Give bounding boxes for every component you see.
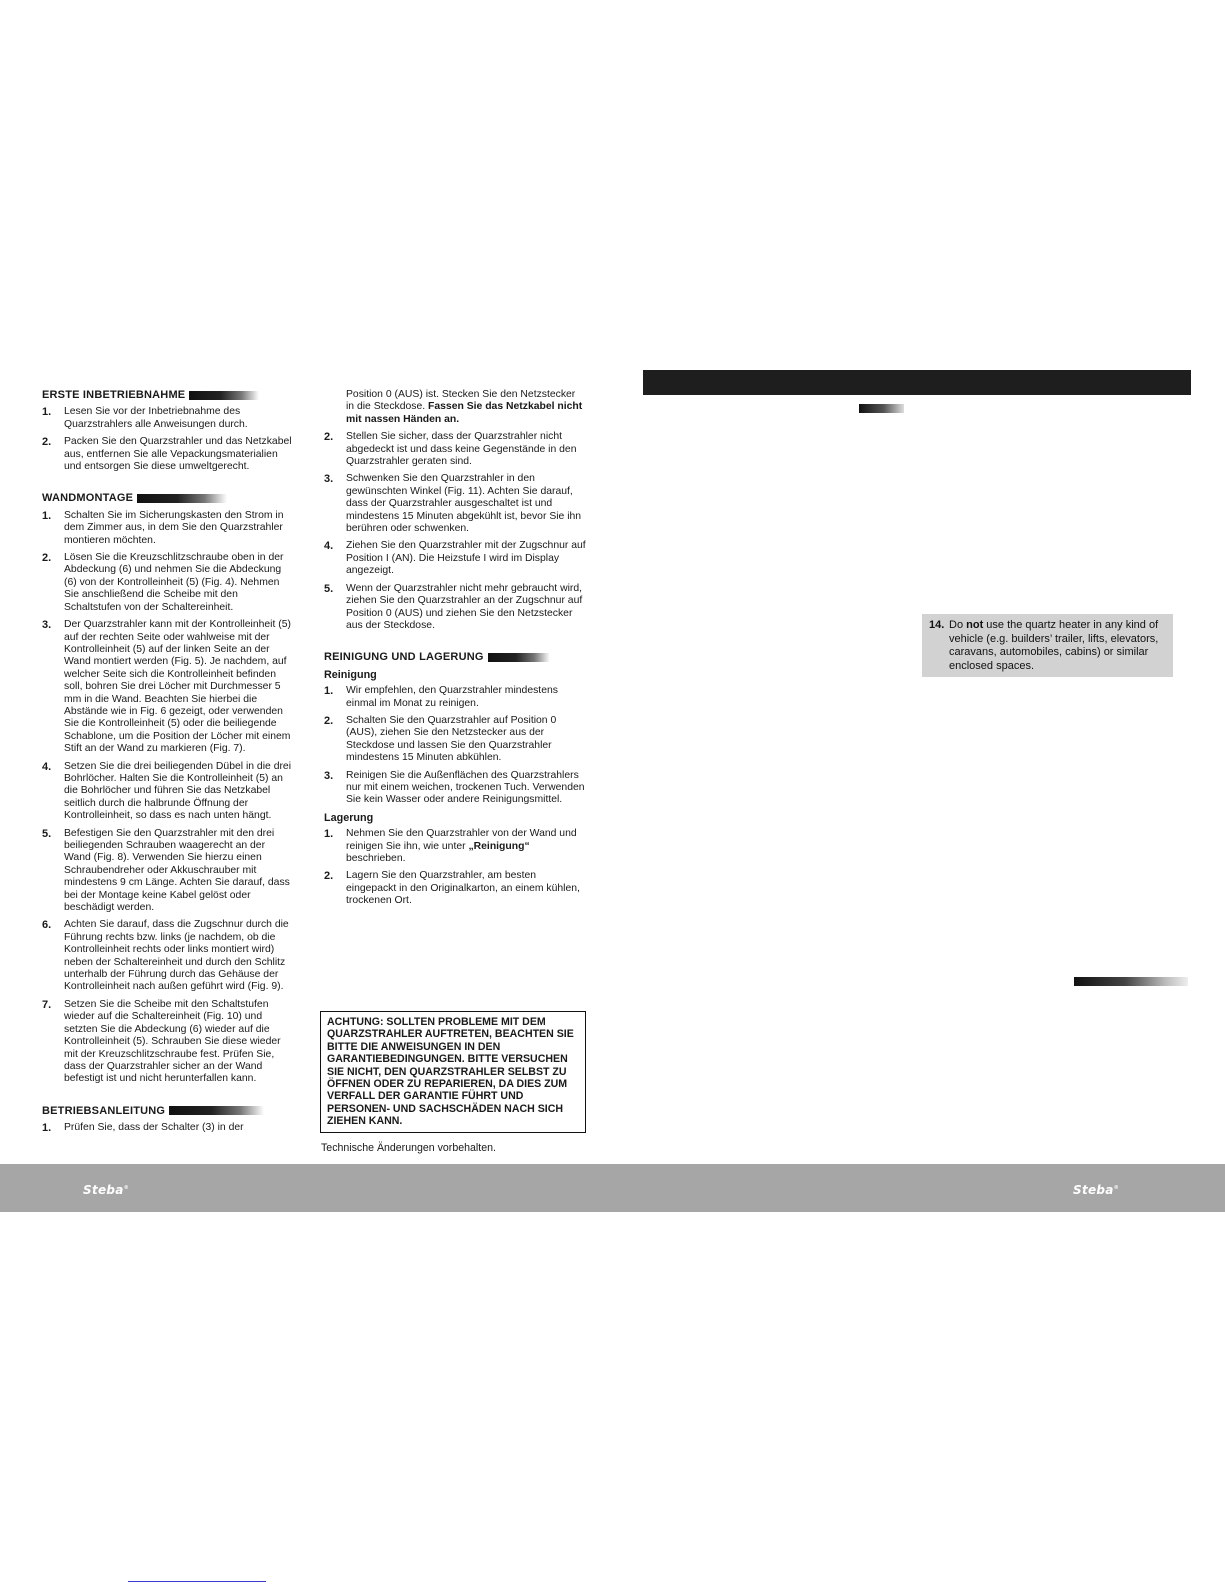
list-item <box>42 619 294 755</box>
heading-bar-decoration <box>137 494 227 503</box>
middle-column <box>324 389 586 913</box>
item-text: Setzen Sie die Scheibe mit den Schaltstufen wieder auf die Schaltereinheit (Fig. 10) und setzten Sie die Abdeckung (6) wieder auf die Kontrolleinheit (5). Schrauben Sie diese wieder mit der Kreuzschlitzschraube fest. Prüfen Sie, dass der Quarzstrahler sicher an der Wand befestigt ist und nicht herunterfallen kann. <box>64 998 281 1085</box>
item-number: 6. <box>42 919 52 932</box>
list-erste-inbetriebnahme <box>42 406 294 473</box>
heading-bar-decoration <box>169 1106 264 1115</box>
item-text: Prüfen Sie, dass der Schalter (3) in der <box>64 1122 244 1134</box>
section-title: ERSTE INBETRIEBNAHME <box>42 389 186 401</box>
section-title: BETRIEBSANLEITUNG <box>42 1104 166 1117</box>
item-number: 5. <box>42 827 52 840</box>
list-item <box>324 583 586 633</box>
item-text: Lesen Sie vor der Inbetriebnahme des Quarzstrahlers alle Anweisungen durch. <box>64 406 248 430</box>
item-text: Schalten Sie im Sicherungskasten den Strom in dem Zimmer aus, in dem Sie den Quarzstrahler montieren möchten. <box>64 509 284 546</box>
warning-box: ACHTUNG: SOLLTEN PROBLEME MIT DEM QUARZSTRAHLER AUFTRETEN, BEACHTEN SIE BITTE DIE ANWEISUNGEN IN DEN GARANTIEBEDINGUNGEN. BITTE VERSUCHEN SIE NICHT, DEN QUARZSTRAHLER SELBST ZU ÖFFNEN ODER ZU REPARIEREN, DA DIES ZUM VERFALL DER GARANTIE FÜHRT UND PERSONEN- UND SACHSCHÄDEN NACH SICH ZIEHEN KANN. <box>320 1011 586 1133</box>
item-text-tail: beschrieben. <box>346 853 406 864</box>
footer-band <box>0 1164 1225 1212</box>
logo-text: Steba <box>1073 1183 1114 1197</box>
item-number: 2. <box>324 870 334 883</box>
list-item <box>42 761 294 823</box>
heading-bar-decoration <box>488 653 550 662</box>
item-text: Achten Sie darauf, dass die Zugschnur durch die Führung rechts bzw. links (je nachdem, ob die Kontrolleinheit rechts oder links montiert wird) neben der Schaltereinheit und durch den Schlitz unterhalb der Führung durch das Gehäuse der Kontrolleinheit nach außen geführt wird (Fig. 9). <box>64 919 289 993</box>
list-item <box>42 552 294 614</box>
list-item <box>42 999 294 1086</box>
bottom-link-underline <box>128 1581 266 1582</box>
note-bold-word: not <box>966 619 984 631</box>
subheading-reinigung: Reinigung <box>324 668 377 681</box>
section-heading-erste-inbetriebnahme <box>42 389 294 401</box>
section-heading-reinigung-und-lagerung <box>324 651 586 663</box>
item-text: Packen Sie den Quarzstrahler und das Netzkabel aus, entfernen Sie alle Vepackungsmaterialien und entsorgen Sie diese umweltgerecht. <box>64 436 292 473</box>
item-number: 3. <box>324 473 334 486</box>
list-lagerung <box>324 828 586 907</box>
logo-text: Steba <box>83 1183 124 1197</box>
item-text: Befestigen Sie den Quarzstrahler mit den drei beiliegenden Schrauben waagerecht an der Wand (Fig. 8). Verwenden Sie hierzu einen Schraubendreher oder Akkuschrauber mit mindestens 9 cm Länge. Achten Sie darauf, dass bei der Montage keine Kabel gelöst oder beschädigt werden. <box>64 827 290 914</box>
heading-bar-decoration <box>189 391 259 400</box>
list-betriebsanleitung-continued <box>324 431 586 632</box>
list-item <box>324 828 586 865</box>
section-title: REINIGUNG UND LAGERUNG <box>324 651 484 664</box>
item-number: 3. <box>42 619 52 632</box>
note-text <box>949 619 1171 673</box>
item-number: 1. <box>42 1122 52 1135</box>
item-number: 2. <box>42 552 52 565</box>
list-item <box>42 436 294 473</box>
note-text-post: use the quartz heater in any kind of vehicle (e.g. builders’ trailer, lifts, elevators, caravans, automobiles, cabins) or similar enclosed spaces. <box>949 619 1159 672</box>
item-number: 1. <box>42 406 52 419</box>
item-number: 2. <box>324 714 334 727</box>
list-item <box>42 1122 294 1134</box>
header-bar <box>643 370 1191 395</box>
gradient-bar-decoration-bottom <box>1074 977 1188 986</box>
steba-logo-left <box>83 1183 129 1197</box>
list-reinigung <box>324 685 586 807</box>
steba-logo-right <box>1073 1183 1119 1197</box>
logo-registered-mark: ® <box>123 1185 130 1191</box>
left-column <box>42 389 294 1140</box>
list-item <box>324 870 586 907</box>
section-heading-betriebsanleitung <box>42 1105 294 1117</box>
item-number: 1. <box>42 509 52 522</box>
gradient-bar-decoration <box>859 404 904 413</box>
safety-note-box <box>922 614 1173 677</box>
list-item <box>324 540 586 577</box>
item-text: Ziehen Sie den Quarzstrahler mit der Zugschnur auf Position I (AN). Die Heizstufe I wird im Display angezeigt. <box>346 540 586 577</box>
section-heading-wandmontage <box>42 492 294 504</box>
item-number: 4. <box>324 540 334 553</box>
item-number: 3. <box>324 769 334 782</box>
item-number: 4. <box>42 760 52 773</box>
item-number: 2. <box>324 431 334 444</box>
continuation-bold-text: Fassen Sie das Netzkabel nicht mit nassen Händen an. <box>346 401 583 425</box>
item-text: Wir empfehlen, den Quarzstrahler mindestens einmal im Monat zu reinigen. <box>346 685 558 709</box>
item-text: Wenn der Quarzstrahler nicht mehr gebraucht wird, ziehen Sie den Quarzstrahler an der Zugschnur auf Position 0 (AUS) und ziehen Sie den Netzstecker aus der Steckdose. <box>346 582 583 631</box>
list-item <box>42 828 294 915</box>
item-number: 2. <box>42 436 52 449</box>
list-item <box>42 919 294 993</box>
item-text: Der Quarzstrahler kann mit der Kontrolleinheit (5) auf der rechten Seite oder wahlweise mit der Kontrolleinheit (5) auf der linken Seite an der Wand montiert werden (Fig. 5). Je nachdem, auf welcher Seite sich die Kontrolleinheit befinden soll, bohren Sie drei Löcher mit Durchmesser 5 mm in die Wand. Beachten Sie hierbei die Abstände wie in Fig. 6 gezeigt, oder verwenden Sie die Kontrolleinheit (5) oder die beiliegende Schablone, um die Position der Löcher mit einem Stift an der Wand zu markieren (Fig. 7). <box>64 619 291 755</box>
list-item <box>42 510 294 547</box>
item-text: Nehmen Sie den Quarzstrahler von der Wand und reinigen Sie ihn, wie unter <box>346 828 577 852</box>
item-text: Schwenken Sie den Quarzstrahler in den gewünschten Winkel (Fig. 11). Achten Sie darauf, dass der Quarzstrahler ausgeschaltet ist und mindestens 15 Minuten abgekühlt ist, bevor Sie ihn berühren oder schwenken. <box>346 473 582 535</box>
item-text: Reinigen Sie die Außenflächen des Quarzstrahlers nur mit einem weichen, trockenen Tuch. Verwenden Sie kein Wasser oder andere Reinigungsmittel. <box>346 769 585 806</box>
note-number: 14. <box>929 619 945 631</box>
item-text: Lagern Sie den Quarzstrahler, am besten eingepackt in den Originalkarton, an einem kühlen, trockenen Ort. <box>346 870 580 907</box>
continuation-paragraph <box>324 389 586 426</box>
technical-changes-note: Technische Änderungen vorbehalten. <box>321 1142 496 1154</box>
subheading-lagerung: Lagerung <box>324 811 374 824</box>
item-number: 1. <box>324 685 334 698</box>
section-title: WANDMONTAGE <box>42 492 134 505</box>
item-number: 5. <box>324 582 334 595</box>
list-item <box>324 715 586 765</box>
continuation-text: Position 0 (AUS) ist. Stecken Sie den Netzstecker in die Steckdose. <box>346 389 576 413</box>
list-item <box>324 431 586 468</box>
list-wandmontage <box>42 510 294 1086</box>
note-text-pre: Do <box>949 619 967 631</box>
item-text: Schalten Sie den Quarzstrahler auf Position 0 (AUS), ziehen Sie den Netzstecker aus der Steckdose und lassen Sie den Quarzstrahler mindestens 15 Minuten abkühlen. <box>346 714 557 764</box>
item-text: Stellen Sie sicher, dass der Quarzstrahler nicht abgedeckt ist und dass keine Gegenstände in den Quarzstrahler geraten sind. <box>346 431 577 468</box>
item-bold-text: „Reinigung“ <box>468 840 530 852</box>
list-item <box>324 685 586 710</box>
item-number: 1. <box>324 828 334 841</box>
item-text: Setzen Sie die drei beiliegenden Dübel in die drei Bohrlöcher. Halten Sie die Kontrolleinheit (5) an die Bohrlöcher und führen Sie das Netzkabel seitlich durch die halbrunde Öffnung der Kontrolleinheit, so dass es nach unten hängt. <box>64 760 292 822</box>
list-item <box>324 473 586 535</box>
list-item <box>42 406 294 431</box>
item-text: Lösen Sie die Kreuzschlitzschraube oben in der Abdeckung (6) und nehmen Sie die Abdeckung (6) von der Kontrolleinheit (5) (Fig. 4). Nehmen Sie anschließend die Scheibe mit den Schaltstufen von der Schaltereinheit. <box>64 552 284 613</box>
logo-registered-mark: ® <box>1113 1185 1120 1191</box>
list-item <box>324 770 586 807</box>
list-betriebsanleitung <box>42 1122 294 1134</box>
item-number: 7. <box>42 998 52 1011</box>
